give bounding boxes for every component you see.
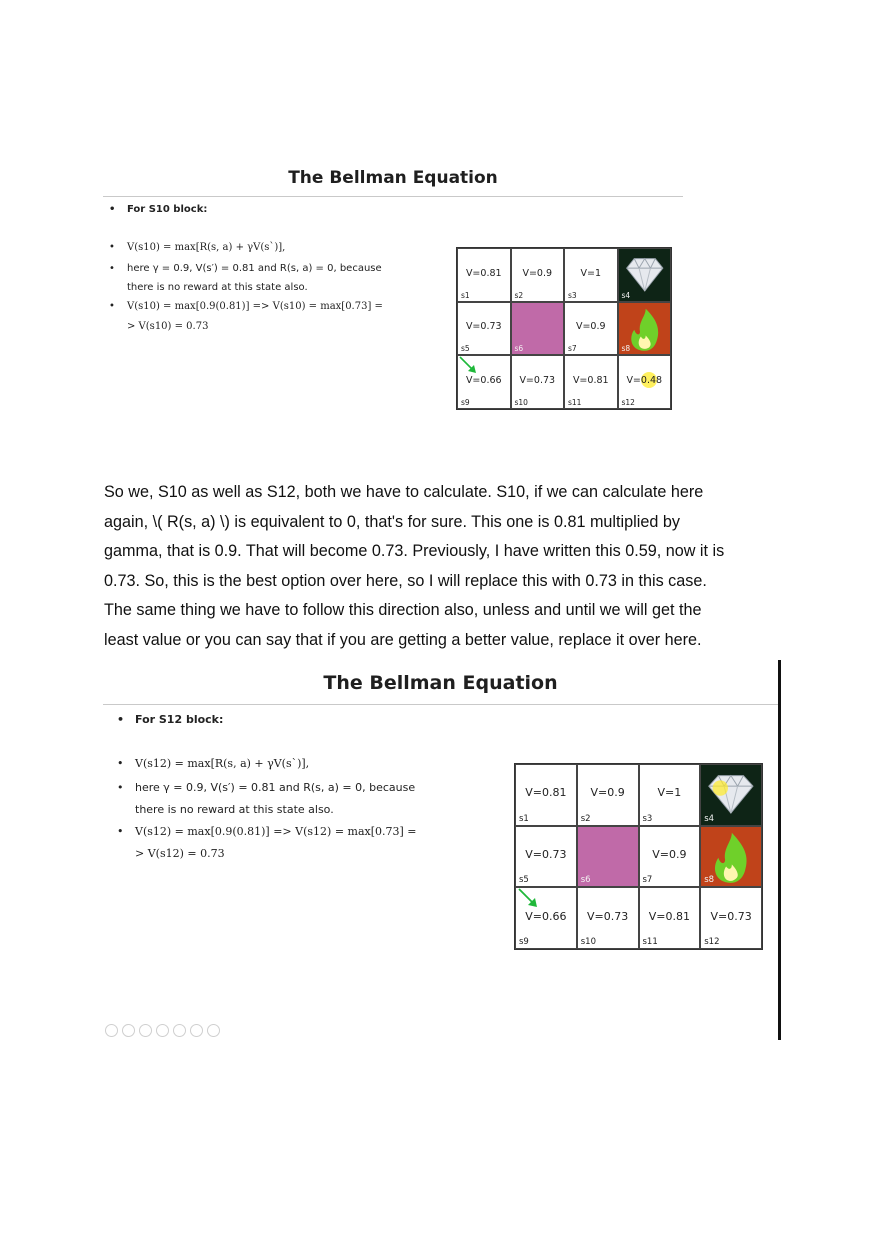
equation-bullet: • V(s10) = max[0.9(0.81)] => V(s10) = max[0.73] = [109, 301, 383, 312]
slide-title: The Bellman Equation [323, 672, 558, 694]
grid-cell-fire: s8 [618, 302, 672, 356]
equation-bullet-cont: > V(s10) = 0.73 [127, 321, 209, 332]
equation-bullet: • here γ = 0.9, V(s′) = 0.81 and R(s, a) = 0, because [109, 263, 382, 274]
grid-cell: V=0.66 s9 [457, 355, 511, 409]
grid-cell: V=0.9 s2 [577, 764, 639, 826]
grid-cell: V=0.9 s2 [511, 248, 565, 302]
gridworld [456, 247, 672, 410]
grid-cell: V=0.9 s7 [639, 826, 701, 888]
prev-slide-icon[interactable] [105, 1024, 118, 1037]
equation-bullet-cont: > V(s12) = 0.73 [135, 847, 225, 860]
pen-icon[interactable] [139, 1024, 152, 1037]
slide-title: The Bellman Equation [288, 168, 498, 188]
more-icon[interactable] [207, 1024, 220, 1037]
grid-cell: V=0.73 s5 [515, 826, 577, 888]
block-label: • For S12 block: [117, 713, 224, 726]
arrow-icon [516, 886, 542, 912]
screen-icon[interactable] [190, 1024, 203, 1037]
gridworld [514, 763, 763, 950]
arrow-icon [457, 354, 481, 378]
zoom-icon[interactable] [173, 1024, 186, 1037]
grid-cell: V=0.48 s12 [618, 355, 672, 409]
grid-cell-goal: s4 [700, 764, 762, 826]
slide-s12 [103, 660, 781, 1040]
grid-cell: V=0.81 s11 [639, 887, 701, 949]
grid-cell-wall: s6 [577, 826, 639, 888]
slideshow-toolbar [105, 1024, 220, 1037]
grid-cell: V=0.81 s1 [515, 764, 577, 826]
grid-cell: V=0.73 s10 [511, 355, 565, 409]
grid-cell: V=0.73 s12 [700, 887, 762, 949]
equation-bullet: • here γ = 0.9, V(s′) = 0.81 and R(s, a) = 0, because [117, 781, 416, 794]
transcript-paragraph: So we, S10 as well as S12, both we have to calculate. S10, if we can calculate here again, \( R(s, a) \) is equivalent to 0, that's for sure. This one is 0.81 multiplied by gamma, that is 0.9. That will become 0.73. Previously, I have written this 0.59, now it is 0.73. So, this is the best option over here, so I will replace this with 0.73 in this case. The same thing we have to follow this direction also, unless and until we will get the least value or you can say that if you are getting a better value, replace it over here. [104, 483, 725, 649]
equation-bullet: • V(s12) = max[R(s, a) + γV(s`)], [117, 757, 310, 770]
grid-cell: V=0.73 s5 [457, 302, 511, 356]
block-label: • For S10 block: [109, 204, 208, 215]
grid-cell: V=0.81 s1 [457, 248, 511, 302]
grid-cell-wall: s6 [511, 302, 565, 356]
grid-cell: V=0.81 s11 [564, 355, 618, 409]
grid-view-icon[interactable] [156, 1024, 169, 1037]
next-slide-icon[interactable] [122, 1024, 135, 1037]
slide-s10 [103, 158, 683, 463]
grid-cell-goal: s4 [618, 248, 672, 302]
equation-bullet: • V(s12) = max[0.9(0.81)] => V(s12) = max[0.73] = [117, 825, 417, 838]
title-divider [103, 196, 683, 197]
grid-cell-fire: s8 [700, 826, 762, 888]
grid-cell: V=0.9 s7 [564, 302, 618, 356]
equation-bullet-cont: there is no reward at this state also. [127, 282, 308, 293]
title-divider [103, 704, 778, 705]
grid-cell: V=0.73 s10 [577, 887, 639, 949]
grid-cell: V=1 s3 [639, 764, 701, 826]
grid-cell: V=0.66 s9 [515, 887, 577, 949]
equation-bullet-cont: there is no reward at this state also. [135, 803, 334, 816]
equation-bullet: • V(s10) = max[R(s, a) + γV(s`)], [109, 242, 286, 253]
grid-cell: V=1 s3 [564, 248, 618, 302]
